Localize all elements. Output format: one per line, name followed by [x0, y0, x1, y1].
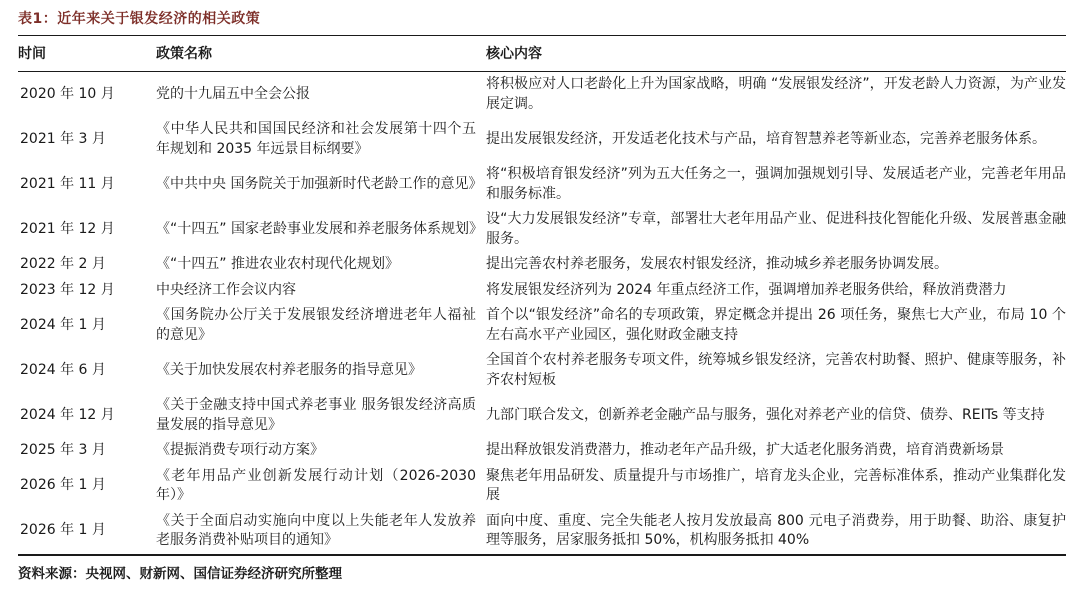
row-content: 面向中度、重度、完全失能老人按月发放最高 800 元电子消费券，用于助餐、助浴、康复护理等服务，居家服务抵扣 50%，机构服务抵扣 40%: [486, 512, 1066, 548]
row-policy: 党的十九届五中全会公报: [156, 85, 310, 102]
table-row: [18, 252, 1066, 278]
table-row: [18, 438, 1066, 464]
row-time: 2021 年 11 月: [20, 175, 115, 192]
row-policy: 《关于金融支持中国式养老事业 服务银发经济高质量发展的指导意见》: [156, 397, 476, 433]
col-header-policy: 政策名称: [156, 36, 486, 72]
row-content: 提出释放银发消费潜力，推动老年产品升级，扩大适老化服务消费，培育消费新场景: [486, 442, 1004, 458]
row-time: 2024 年 1 月: [20, 316, 106, 333]
table-row: [18, 393, 1066, 438]
row-content: 将发展银发经济列为 2024 年重点经济工作，强调增加养老服务供给，释放消费潜力: [486, 281, 1007, 298]
header-row: [18, 36, 1066, 72]
table-row: [18, 162, 1066, 207]
row-time: 2026 年 1 月: [20, 522, 106, 539]
col-header-time: 时间: [18, 36, 156, 72]
policy-table: [18, 35, 1066, 556]
row-content: 全国首个农村养老服务专项文件，统筹城乡银发经济，完善农村助餐、照护、健康等服务，补齐农村短板: [486, 352, 1066, 388]
row-policy: 《“十四五” 国家老龄事业发展和养老服务体系规划》: [156, 220, 483, 237]
table-row: [18, 509, 1066, 555]
row-time: 2025 年 3 月: [20, 442, 106, 458]
row-time: 2024 年 6 月: [20, 361, 106, 378]
row-content: 提出完善农村养老服务，发展农村银发经济，推动城乡养老服务协调发展。: [486, 256, 948, 272]
row-content: 将积极应对人口老龄化上升为国家战略，明确 “发展银发经济”，开发老龄人力资源，为产业发展定调。: [486, 76, 1066, 112]
row-time: 2023 年 12 月: [20, 281, 115, 298]
row-content: 将“积极培育银发经济”列为五大任务之一，强调加强规划引导、发展适老产业，完善老年用品和服务标准。: [486, 166, 1066, 202]
row-policy: 《中共中央 国务院关于加强新时代老龄工作的意见》: [156, 175, 483, 192]
row-content: 首个以“银发经济”命名的专项政策，界定概念并提出 26 项任务，聚焦七大产业，布局 10 个左右高水平产业园区，强化财政金融支持: [486, 307, 1066, 343]
row-time: 2024 年 12 月: [20, 406, 115, 423]
table-row: [18, 117, 1066, 162]
table-row: [18, 278, 1066, 304]
table-row: [18, 348, 1066, 393]
table-row: [18, 72, 1066, 118]
row-time: 2020 年 10 月: [20, 85, 115, 102]
col-header-content: 核心内容: [486, 36, 1066, 72]
row-policy: 《关于全面启动实施向中度以上失能老年人发放养老服务消费补贴项目的通知》: [156, 512, 476, 548]
row-content: 设“大力发展银发经济”专章，部署壮大老年用品产业、促进科技化智能化升级、发展普惠金融服务。: [486, 211, 1066, 247]
table-body: [18, 72, 1066, 555]
row-policy: 《中华人民共和国国民经济和社会发展第十四个五年规划和 2035 年远景目标纲要》: [156, 121, 476, 157]
row-policy: 《老年用品产业创新发展行动计划（2026-2030 年）》: [156, 467, 476, 503]
row-content: 提出发展银发经济，开发适老化技术与产品，培育智慧养老等新业态，完善养老服务体系。: [486, 130, 1046, 147]
row-policy: 《关于加快发展农村养老服务的指导意见》: [156, 361, 422, 378]
row-time: 2026 年 1 月: [20, 477, 106, 494]
source-note: 资料来源：央视网、财新网、国信证券经济研究所整理: [18, 565, 342, 582]
row-time: 2021 年 3 月: [20, 130, 106, 147]
row-policy: 《国务院办公厅关于发展银发经济增进老年人福祉的意见》: [156, 307, 476, 343]
row-time: 2022 年 2 月: [20, 256, 106, 272]
table-title: 表1：近年来关于银发经济的相关政策: [18, 11, 261, 27]
table-row: [18, 303, 1066, 348]
row-policy: 《提振消费专项行动方案》: [156, 442, 324, 458]
row-policy: 中央经济工作会议内容: [156, 281, 296, 298]
row-content: 九部门联合发文，创新养老金融产品与服务，强化对养老产业的信贷、债券、REITs 等支持: [486, 406, 1045, 423]
table-row: [18, 464, 1066, 509]
table-row: [18, 207, 1066, 252]
row-policy: 《“十四五” 推进农业农村现代化规划》: [156, 256, 399, 272]
row-time: 2021 年 12 月: [20, 220, 115, 237]
row-content: 聚焦老年用品研发、质量提升与市场推广，培育龙头企业，完善标准体系，推动产业集群化发展: [486, 467, 1066, 503]
